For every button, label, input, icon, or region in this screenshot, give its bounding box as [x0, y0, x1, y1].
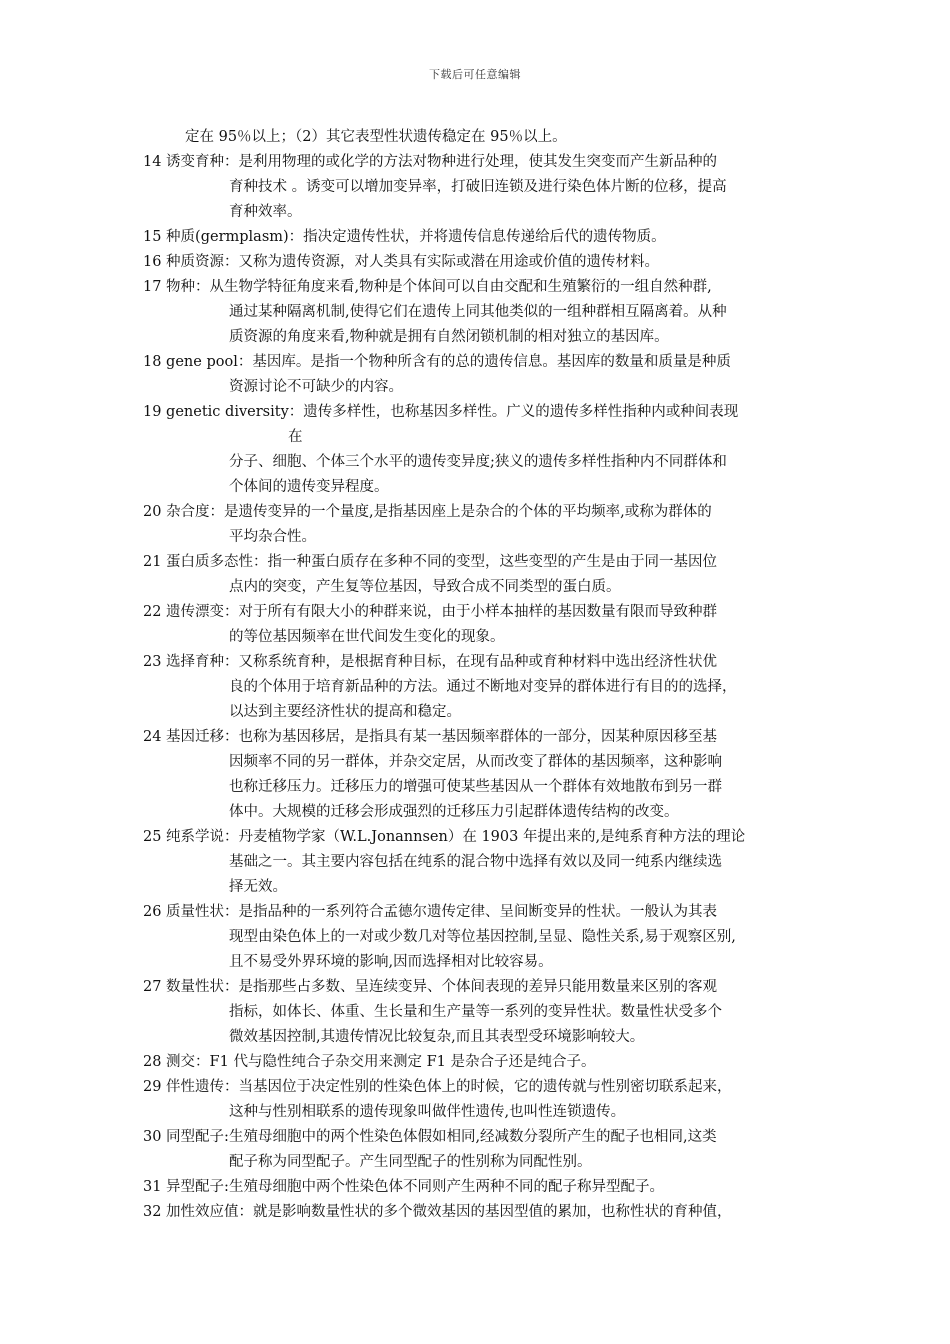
entry-first-line: 20 杂合度：是遗传变异的一个量度,是指基因座上是杂合的个体的平均频率,或称为群体的 [143, 504, 712, 520]
entry-first-line: 25 纯系学说：丹麦植物学家（W.L.Jonannsen）在 1903 年提出来的,是纯系育种方法的理论 [143, 829, 746, 845]
entry-continuation-line: 资源讨论不可缺少的内容。 [229, 379, 403, 395]
glossary-entry [143, 400, 823, 500]
glossary-entry [143, 725, 823, 825]
entry-continuation-line: 以达到主要经济性状的提高和稳定。 [229, 704, 461, 720]
entry-continuation-line: 择无效。 [229, 879, 287, 895]
entry-first-line: 29 伴性遗传：当基因位于决定性别的性染色体上的时候，它的遗传就与性别密切联系起来， [143, 1079, 732, 1095]
continuation-line: 定在 95％以上；（2）其它表型性状遗传稳定在 95％以上。 [185, 129, 567, 145]
glossary-entry [143, 1075, 823, 1125]
entry-first-line: 16 种质资源：又称为遗传资源，对人类具有实际或潜在用途或价值的遗传材料。 [143, 254, 660, 270]
entry-continuation-line: 质资源的角度来看,物种就是拥有自然闭锁机制的相对独立的基因库。 [229, 329, 669, 345]
glossary-entry [143, 1050, 823, 1075]
entry-continuation-line: 点内的突变，产生复等位基因，导致合成不同类型的蛋白质。 [229, 579, 621, 595]
entry-continuation-line: 育种效率。 [229, 204, 302, 220]
glossary-entry [143, 975, 823, 1050]
entry-continuation-line: 基础之一。其主要内容包括在纯系的混合物中选择有效以及同一纯系内继续选 [229, 854, 722, 870]
entry-first-line: 18 gene pool：基因库。是指一个物种所含有的总的遗传信息。基因库的数量和质量是种质 [143, 354, 731, 370]
entry-first-line: 28 测交：F1 代与隐性纯合子杂交用来测定 F1 是杂合子还是纯合子。 [143, 1054, 596, 1070]
entry-first-line: 17 物种：从生物学特征角度来看,物种是个体间可以自由交配和生殖繁衍的一组自然种群, [143, 279, 712, 295]
entry-continuation-line: 因频率不同的另一群体，并杂交定居，从而改变了群体的基因频率，这种影响 [229, 754, 722, 770]
page-header: 下载后可任意编辑 [429, 68, 521, 81]
document-body [143, 125, 823, 1225]
entry-continuation-line: 指标，如体长、体重、生长量和生产量等一系列的变异性状。数量性状受多个 [229, 1004, 722, 1020]
entry-first-line: 14 诱变育种：是利用物理的或化学的方法对物种进行处理，使其发生突变而产生新品种的 [143, 154, 718, 170]
entry-continuation-line: 且不易受外界环境的影响,因而选择相对比较容易。 [229, 954, 553, 970]
entry-first-line: 21 蛋白质多态性：指一种蛋白质存在多种不同的变型，这些变型的产生是由于同一基因位 [143, 554, 718, 570]
glossary-entry [143, 150, 823, 225]
glossary-entry [143, 1125, 823, 1175]
glossary-entry [143, 550, 823, 600]
glossary-entry [143, 250, 823, 275]
entry-continuation-line: 个体间的遗传变异程度。 [229, 479, 389, 495]
glossary-entry [143, 1200, 823, 1225]
entry-first-line: 30 同型配子:生殖母细胞中的两个性染色体假如相同,经减数分裂所产生的配子也相同,这类 [143, 1129, 717, 1145]
entry-first-line: 19 genetic diversity：遗传多样性，也称基因多样性。广义的遗传多样性指种内或种间表现 [143, 404, 739, 420]
entry-first-line: 27 数量性状：是指那些占多数、呈连续变异、个体间表现的差异只能用数量来区别的客观 [143, 979, 718, 995]
entry-continuation-line: 配子称为同型配子。产生同型配子的性别称为同配性别。 [229, 1154, 592, 1170]
entry-first-line: 26 质量性状：是指品种的一系列符合孟德尔遗传定律、呈间断变异的性状。一般认为其表 [143, 904, 718, 920]
entry-continuation-line: 平均杂合性。 [229, 529, 316, 545]
entry-continuation-line: 微效基因控制,其遗传情况比较复杂,而且其表型受环境影响较大。 [229, 1029, 645, 1045]
entry-continuation-line: 分子、细胞、个体三个水平的遗传变异度;狭义的遗传多样性指种内不同群体和 [229, 454, 727, 470]
glossary-entry [143, 225, 823, 250]
entry-continuation-line: 现型由染色体上的一对或少数几对等位基因控制,呈显、隐性关系,易于观察区别, [229, 929, 736, 945]
entry-continuation-line: 的等位基因频率在世代间发生变化的现象。 [229, 629, 505, 645]
entry-first-line: 15 种质(germplasm)：指决定遗传性状，并将遗传信息传递给后代的遗传物质。 [143, 229, 666, 245]
entry-continuation-line: 在 [288, 429, 303, 445]
glossary-entry [143, 275, 823, 350]
entry-continuation-line: 也称迁移压力。迁移压力的增强可使某些基因从一个群体有效地散布到另一群 [229, 779, 722, 795]
entry-continuation-line: 体中。大规模的迁移会形成强烈的迁移压力引起群体遗传结构的改变。 [229, 804, 679, 820]
glossary-entry [143, 350, 823, 400]
glossary-entry [143, 600, 823, 650]
glossary-entry [143, 825, 823, 900]
entry-continuation-line: 这种与性别相联系的遗传现象叫做伴性遗传,也叫性连锁遗传。 [229, 1104, 626, 1120]
entry-first-line: 23 选择育种：又称系统育种，是根据育种目标，在现有品种或育种材料中选出经济性状优 [143, 654, 718, 670]
entry-continuation-line: 良的个体用于培育新品种的方法。通过不断地对变异的群体进行有目的的选择， [229, 679, 737, 695]
entry-first-line: 22 遗传漂变：对于所有有限大小的种群来说，由于小样本抽样的基因数量有限而导致种群 [143, 604, 718, 620]
glossary-entry [143, 1175, 823, 1200]
entry-first-line: 24 基因迁移：也称为基因移居，是指具有某一基因频率群体的一部分，因某种原因移至基 [143, 729, 718, 745]
glossary-entry [143, 650, 823, 725]
entry-first-line: 32 加性效应值：就是影响数量性状的多个微效基因的基因型值的累加，也称性状的育种值， [143, 1204, 732, 1220]
glossary-entries [143, 150, 823, 1225]
entry-continuation-line: 育种技术 。诱变可以增加变异率，打破旧连锁及进行染色体片断的位移，提高 [229, 179, 727, 195]
entry-first-line: 31 异型配子:生殖母细胞中两个性染色体不同则产生两种不同的配子称异型配子。 [143, 1179, 664, 1195]
glossary-entry [143, 900, 823, 975]
entry-continuation-line: 通过某种隔离机制,使得它们在遗传上同其他类似的一组种群相互隔离着。从种 [229, 304, 727, 320]
glossary-entry [143, 500, 823, 550]
